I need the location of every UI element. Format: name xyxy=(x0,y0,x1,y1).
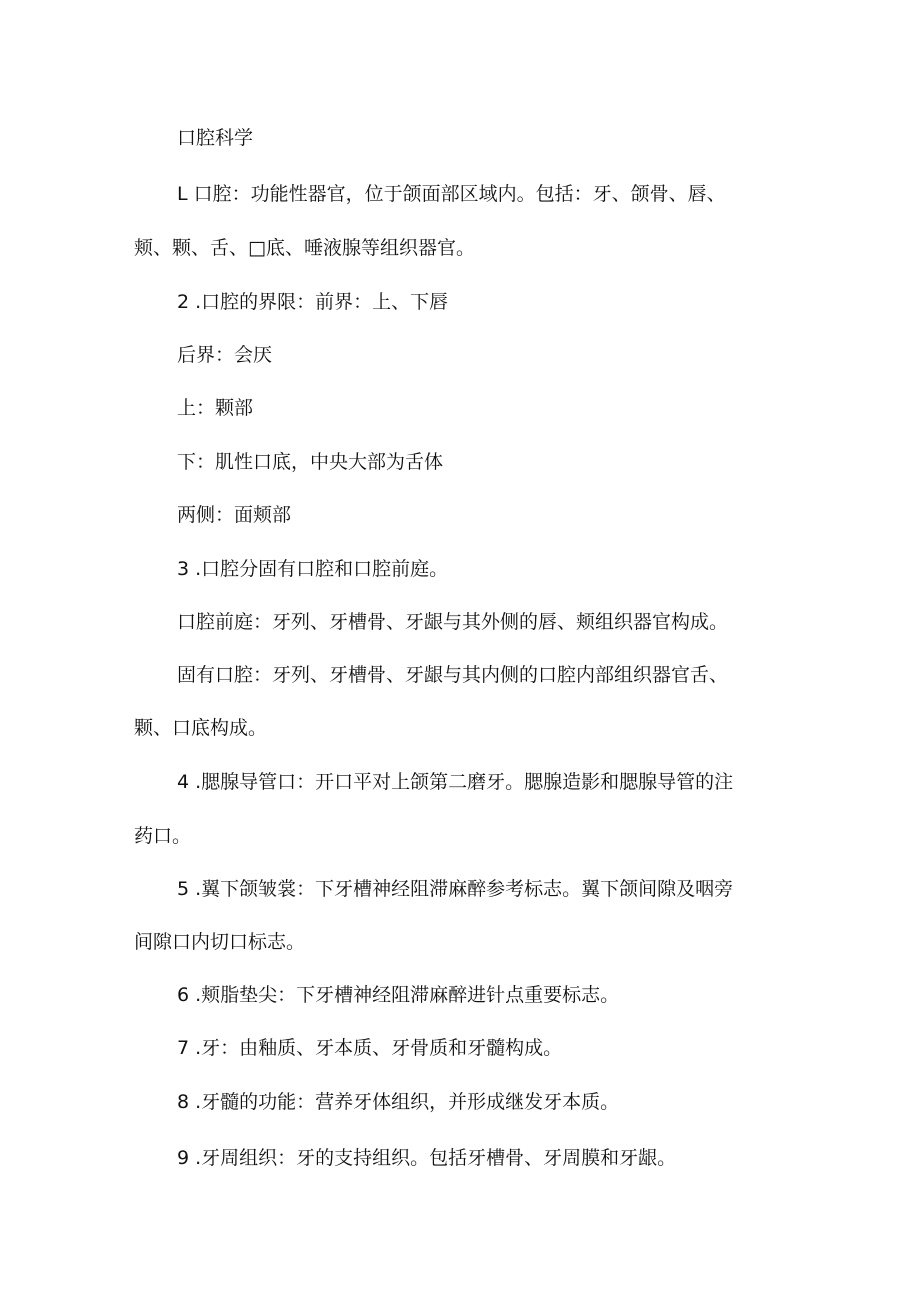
paragraph-line: 7 .牙：由釉质、牙本质、牙骨质和牙髓构成。 xyxy=(177,1037,563,1059)
paragraph-line: 3 .口腔分固有口腔和口腔前庭。 xyxy=(177,558,449,580)
paragraph-line: L 口腔：功能性器官，位于颌面部区域内。包括：牙、颌骨、唇、 xyxy=(177,183,726,205)
paragraph-line: 两侧：面颊部 xyxy=(177,504,292,526)
paragraph-line: 5 .翼下颌皱裳：下牙槽神经阻滞麻醉参考标志。翼下颌间隙及咽旁 xyxy=(177,878,734,900)
paragraph-line: 8 .牙髓的功能：营养牙体组织，并形成继发牙本质。 xyxy=(177,1091,620,1113)
paragraph-line: 颊、颗、舌、□底、唾液腺等组织器官。 xyxy=(134,237,475,259)
paragraph-line: 上：颗部 xyxy=(177,397,254,419)
paragraph-line: 固有口腔：牙列、牙槽骨、牙龈与其内侧的口腔内部组织器官舌、 xyxy=(177,664,729,686)
paragraph-line: 下：肌性口底，中央大部为舌体 xyxy=(177,451,444,473)
paragraph-line: 颗、口底构成。 xyxy=(134,717,268,739)
paragraph-line: 口腔前庭：牙列、牙槽骨、牙龈与其外侧的唇、颊组织器官构成。 xyxy=(177,611,729,633)
document-title: 口腔科学 xyxy=(177,127,254,149)
paragraph-line: 2 .口腔的界限：前界：上、下唇 xyxy=(177,291,449,313)
paragraph-line: 间隙口内切口标志。 xyxy=(134,931,306,953)
paragraph-line: 4 .腮腺导管口：开口平对上颌第二磨牙。腮腺造影和腮腺导管的注 xyxy=(177,771,734,793)
paragraph-line: 9 .牙周组织：牙的支持组织。包括牙槽骨、牙周膜和牙龈。 xyxy=(177,1147,677,1169)
paragraph-line: 6 .颊脂垫尖：下牙槽神经阻滞麻醉进针点重要标志。 xyxy=(177,984,620,1006)
paragraph-line: 药口。 xyxy=(134,825,192,847)
paragraph-line: 后界：会厌 xyxy=(177,344,273,366)
